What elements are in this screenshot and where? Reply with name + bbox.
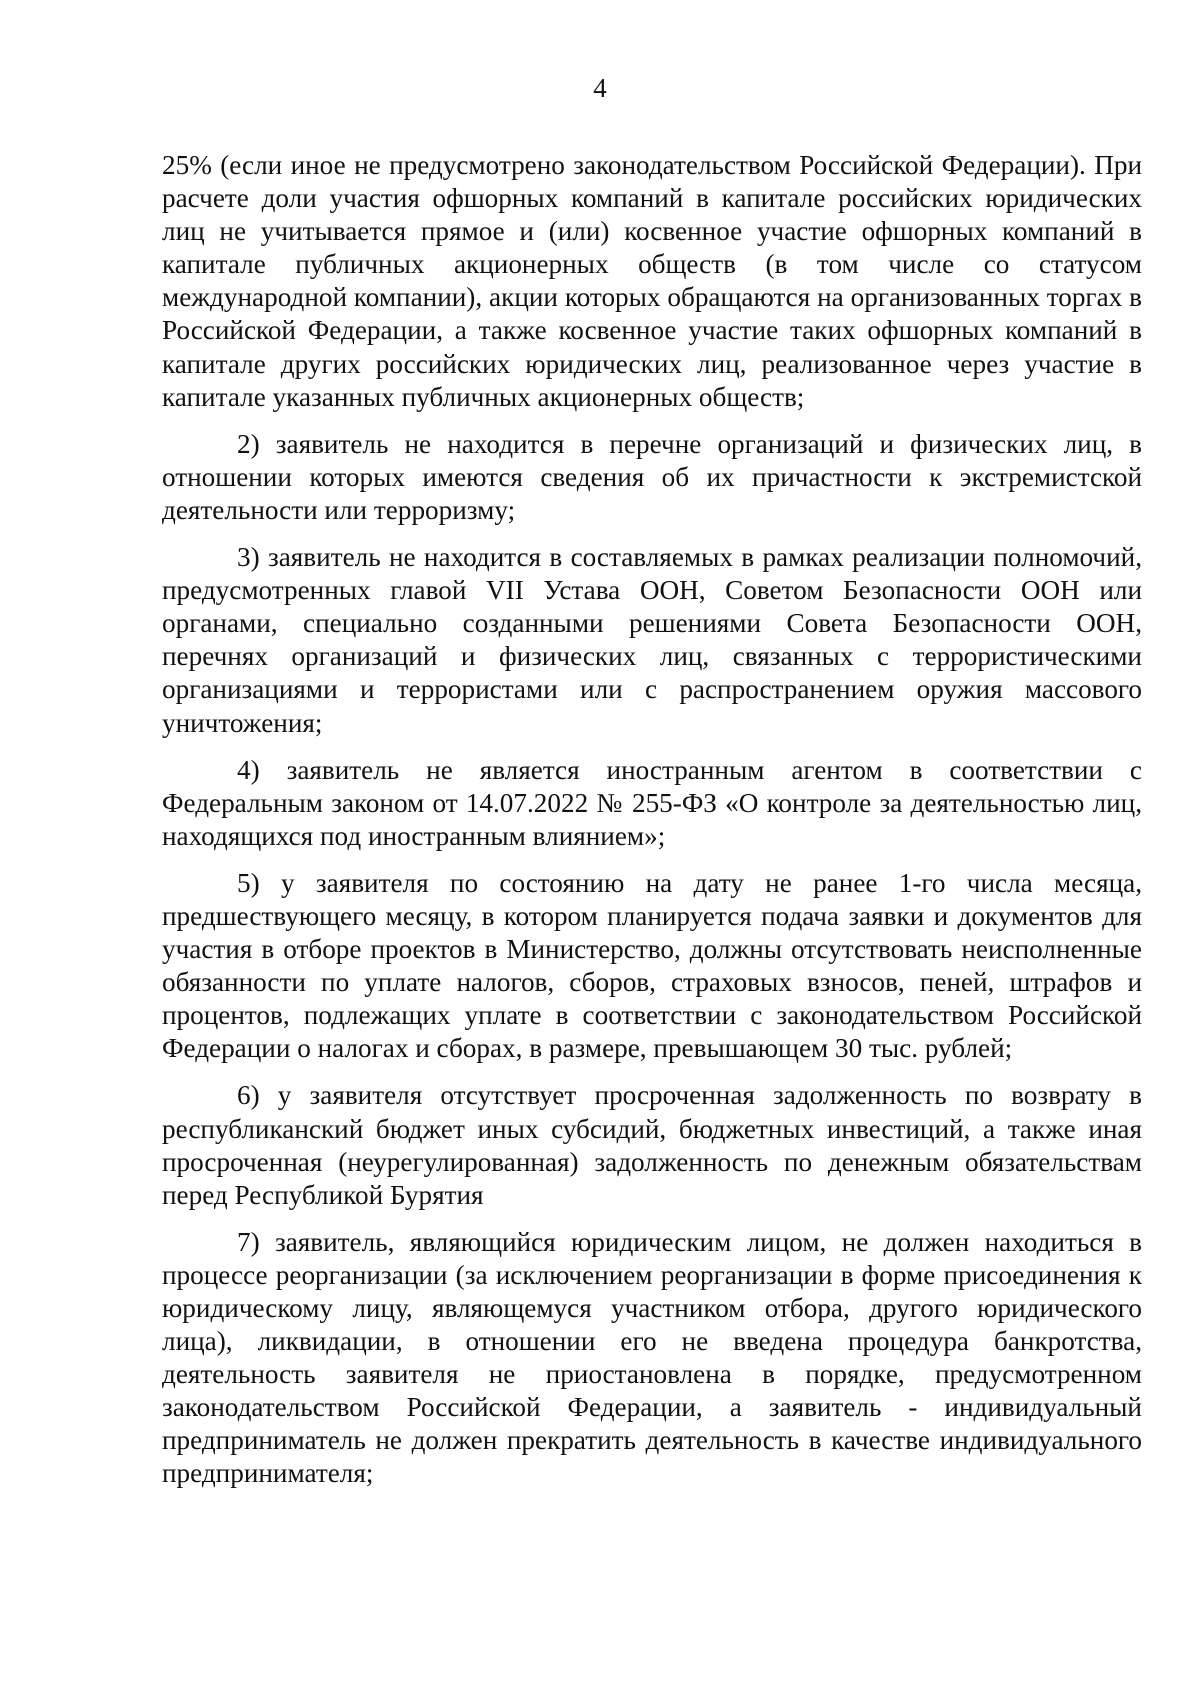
paragraph-item-7: 7) заявитель, являющийся юридическим лицом, не должен находиться в процессе реорганизации (за исключением реорганизации в форме присоединения к юридическому лицу, являющемуся участником отбора, другого юридического лица), ликвидации, в отношении его не введена процедура банкротства, деятельность заявителя не приостановлена в порядке, предусмотренном законодательством Российской Федерации, а заявитель - индивидуальный предприниматель не должен прекратить деятельность в качестве индивидуального предпринимателя; <box>162 1226 1142 1489</box>
paragraph-item-3: 3) заявитель не находится в составляемых в рамках реализации полномочий, предусмотренных главой VII Устава ООН, Советом Безопасности ООН или органами, специально созданными решениями Совета Безопасности ООН, перечнях организаций и физических лиц, связанных с террористическими организациями и террористами или с распространением оружия массового уничтожения; <box>162 542 1142 738</box>
paragraph-item-6: 6) у заявителя отсутствует просроченная задолженность по возврату в республиканский бюджет иных субсидий, бюджетных инвестиций, а также иная просроченная (неурегулированная) задолженность по денежным обязательствам перед Республикой Бурятия <box>162 1080 1142 1210</box>
document-body <box>162 149 1142 1505</box>
paragraph-item-4: 4) заявитель не является иностранным агентом в соответствии с Федеральным законом от 14.07.2022 № 255-ФЗ «О контроле за деятельностью лиц, находящихся под иностранным влиянием»; <box>162 754 1142 851</box>
paragraph-item-5: 5) у заявителя по состоянию на дату не ранее 1-го числа месяца, предшествующего месяцу, в котором планируется подача заявки и документов для участия в отборе проектов в Министерство, должны отсутствовать неисполненные обязанности по уплате налогов, сборов, страховых взносов, пеней, штрафов и процентов, подлежащих уплате в соответствии с законодательством Российской Федерации о налогах и сборах, в размере, превышающем 30 тыс. рублей; <box>162 867 1142 1064</box>
paragraph-item-2: 2) заявитель не находится в перечне организаций и физических лиц, в отношении которых имеются сведения об их причастности к экстремистской деятельности или терроризму; <box>162 428 1142 525</box>
page-number: 4 <box>593 73 607 103</box>
paragraph-continuation: 25% (если иное не предусмотрено законодательством Российской Федерации). При расчете доли участия офшорных компаний в капитале российских юридических лиц не учитывается прямое и (или) косвенное участие офшорных компаний в капитале публичных акционерных обществ (в том числе со статусом международной компании), акции которых обращаются на организованных торгах в Российской Федерации, а также косвенное участие таких офшорных компаний в капитале других российских юридических лиц, реализованное через участие в капитале указанных публичных акционерных обществ; <box>162 150 1142 412</box>
